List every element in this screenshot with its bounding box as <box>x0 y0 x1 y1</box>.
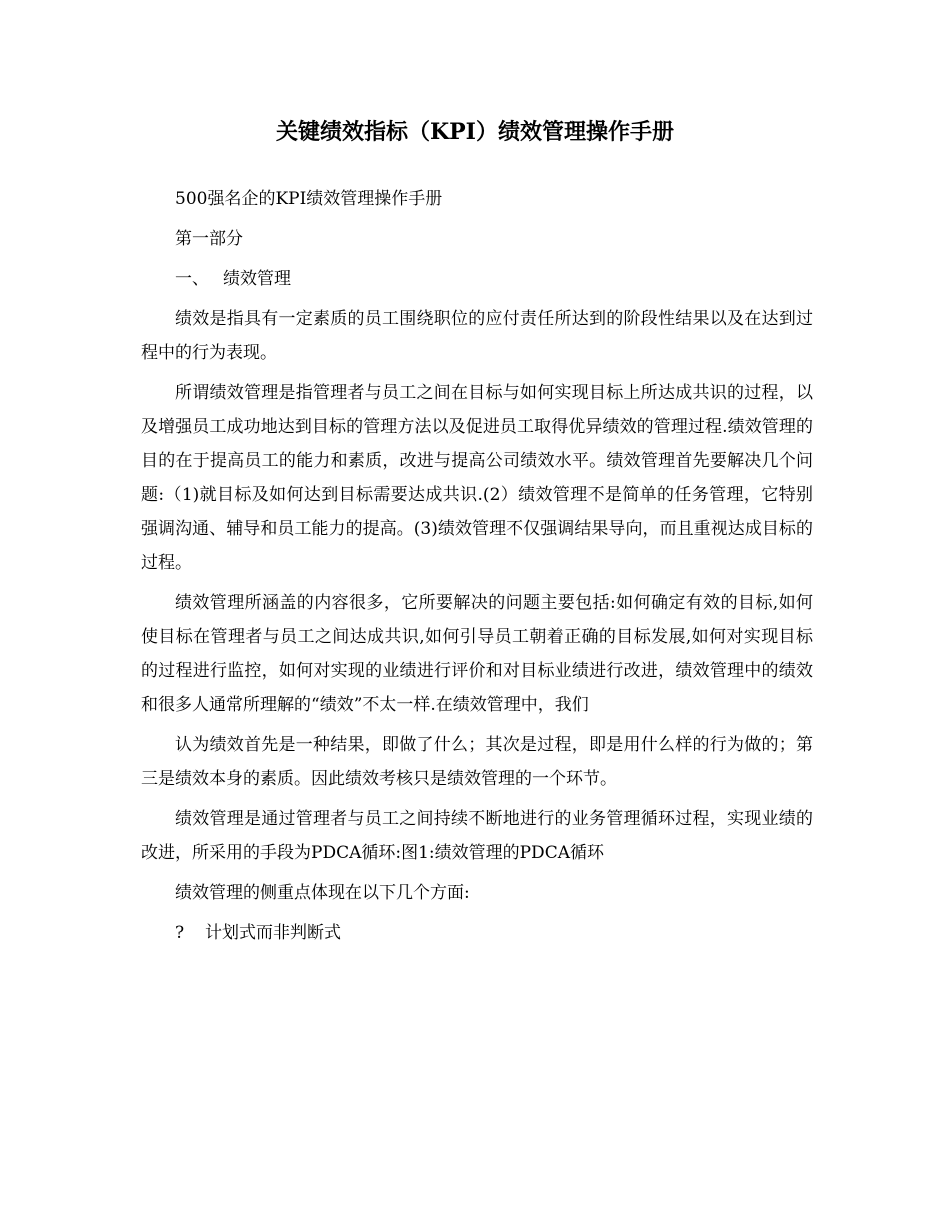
paragraph-focus-points: 绩效管理的侧重点体现在以下几个方面: <box>175 883 470 903</box>
section-number: 一、 <box>175 269 209 289</box>
bullet-marker: ? <box>175 923 185 943</box>
document-body <box>141 182 813 956</box>
paragraph-performance-definition: 绩效是指具有一定素质的员工围绕职位的应付责任所达到的阶段性结果以及在达到过程中的行为表现。 <box>141 309 813 363</box>
paragraph-management-definition: 所谓绩效管理是指管理者与员工之间在目标与如何实现目标上所达成共识的过程，以及增强员工成功地达到目标的管理方法以及促进员工取得优异绩效的管理过程.绩效管理的目的在于提高员工的能力和素质，改进与提高公司绩效水平。绩效管理首先要解决几个问题:（1)就目标及如何达到目标需要达成共识.(2）绩效管理不是简单的任务管理，它特别强调沟通、辅导和员工能力的提高。(3)绩效管理不仅强调结果导向，而且重视达成目标的过程。 <box>141 383 813 573</box>
section-heading <box>141 262 813 296</box>
bullet-text: 计划式而非判断式 <box>205 923 341 943</box>
part-heading: 第一部分 <box>175 229 243 249</box>
list-item <box>141 916 813 950</box>
paragraph-pdca-cycle: 绩效管理是通过管理者与员工之间持续不断地进行的业务管理循环过程，实现业绩的改进，所采用的手段为PDCA循环:图1:绩效管理的PDCA循环 <box>141 809 813 863</box>
section-label: 绩效管理 <box>223 269 291 289</box>
document-subtitle: 500强名企的KPI绩效管理操作手册 <box>175 189 443 209</box>
paragraph-management-scope: 绩效管理所涵盖的内容很多，它所要解决的问题主要包括:如何确定有效的目标,如何使目标在管理者与员工之间达成共识,如何引导员工朝着正确的目标发展,如何对实现目标的过程进行监控，如何对实现的业绩进行评价和对目标业绩进行改进，绩效管理中的绩效和很多人通常所理解的“绩效”不太一样.在绩效管理中，我们 <box>141 593 813 715</box>
document-title: 关键绩效指标（KPI）绩效管理操作手册 <box>276 119 674 145</box>
paragraph-performance-view: 认为绩效首先是一种结果，即做了什么；其次是过程，即是用什么样的行为做的；第三是绩效本身的素质。因此绩效考核只是绩效管理的一个环节。 <box>141 735 813 789</box>
